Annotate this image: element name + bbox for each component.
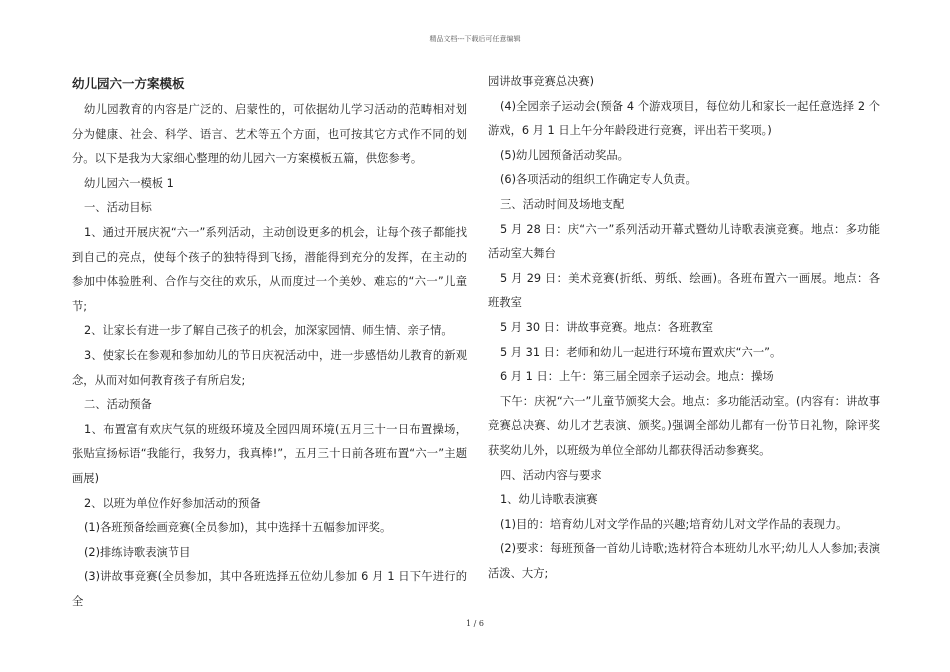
list-item: 2、以班为单位作好参加活动的预备 — [84, 496, 261, 510]
list-item: (5)幼儿园预备活动奖品。 — [500, 148, 629, 162]
section-heading: 四、活动内容与要求 — [500, 468, 602, 482]
list-item: 2、让家长有进一步了解自己孩子的机会，加深家园情、师生情、亲子情。 — [84, 324, 453, 338]
list-item: (2)排练诗歌表演节目 — [84, 545, 191, 559]
schedule-item: 5 月 31 日：老师和幼儿一起进行环境布置欢庆“六一”。 — [500, 345, 782, 359]
section-heading: 一、活动目标 — [84, 201, 152, 215]
list-item: (3)讲故事竞赛(全员参加，其中各班选择五位幼儿参加 6 月 1 日下午进行的全 — [72, 570, 467, 608]
schedule-item: 6 月 1 日：上午：第三届全园亲子运动会。地点：操场 — [500, 370, 774, 384]
right-column — [488, 70, 880, 586]
schedule-item: 5 月 30 日：讲故事竞赛。地点：各班教室 — [500, 320, 714, 334]
document-title: 幼儿园六一方案模板 — [72, 76, 185, 91]
schedule-item: 5 月 28 日：庆“六一”系列活动开幕式暨幼儿诗歌表演竞赛。地点：多功能活动室大舞台 — [488, 222, 880, 261]
section-heading: 二、活动预备 — [84, 398, 152, 412]
page-number: 1 / 6 — [466, 619, 484, 628]
list-item: (2)要求：每班预备一首幼儿诗歌;选材符合本班幼儿水平;幼儿人人参加;表演活泼、大方; — [488, 542, 880, 580]
section-heading: 三、活动时间及场地支配 — [500, 197, 625, 211]
list-item: 3、使家长在参观和参加幼儿的节日庆祝活动中，进一步感悟幼儿教育的新观念，从而对如何教育孩子有所启发; — [72, 348, 467, 387]
list-item: (1)目的：培育幼儿对文学作品的兴趣;培育幼儿对文学作品的表现力。 — [500, 517, 848, 531]
continued-text: 园讲故事竞赛总决赛) — [488, 75, 595, 88]
page-header: 精品文档---下载后可任意编辑 — [429, 35, 521, 43]
intro-paragraph: 幼儿园教育的内容是广泛的、启蒙性的，可依据幼儿学习活动的范畴相对划分为健康、社会、科学、语言、艺术等五个方面，也可按其它方式作不同的划分。以下是我为大家细心整理的幼儿园六一方案模板五篇，供您参考。 — [72, 103, 467, 166]
list-item: 1、通过开展庆祝“六一”系列活动，主动创设更多的机会，让每个孩子都能找到自己的亮点，使每个孩子的独特得到飞扬，潜能得到充分的发挥，在主动的参加中体验胜利、合作与交往的欢乐，从而度过一个美妙、难忘的“六一”儿童节; — [72, 225, 467, 313]
list-item: (6)各项活动的组织工作确定专人负责。 — [500, 173, 697, 187]
list-item: (4)全园亲子运动会(预备 4 个游戏项目，每位幼儿和家长一起任意选择 2 个游戏，6 月 1 日上午分年龄段进行竞赛，评出若干奖项。) — [488, 99, 880, 138]
list-item: (1)各班预备绘画竞赛(全员参加)，其中选择十五幅参加评奖。 — [84, 521, 392, 535]
list-item: 1、幼儿诗歌表演赛 — [500, 493, 598, 507]
list-item: 1、布置富有欢庆气氛的班级环境及全园四周环境(五月三十一日布置操场，张贴宣扬标语“我能行，我努力，我真棒!”，五月三十日前各班布置“六一”主题画展) — [72, 422, 467, 485]
section-subtitle: 幼儿园六一模板 1 — [84, 176, 174, 190]
schedule-item: 下午：庆祝“六一”儿童节颁奖大会。地点：多功能活动室。(内容有：讲故事竞赛总决赛、幼儿才艺表演、颁奖。)强调全部幼儿都有一份节日礼物，除评奖获奖幼儿外，以班级为单位全部幼儿都获得活动参赛奖。 — [488, 394, 880, 457]
schedule-item: 5 月 29 日：美术竞赛(折纸、剪纸、绘画)。各班布置六一画展。地点：各班教室 — [488, 271, 880, 310]
left-column — [72, 70, 467, 614]
